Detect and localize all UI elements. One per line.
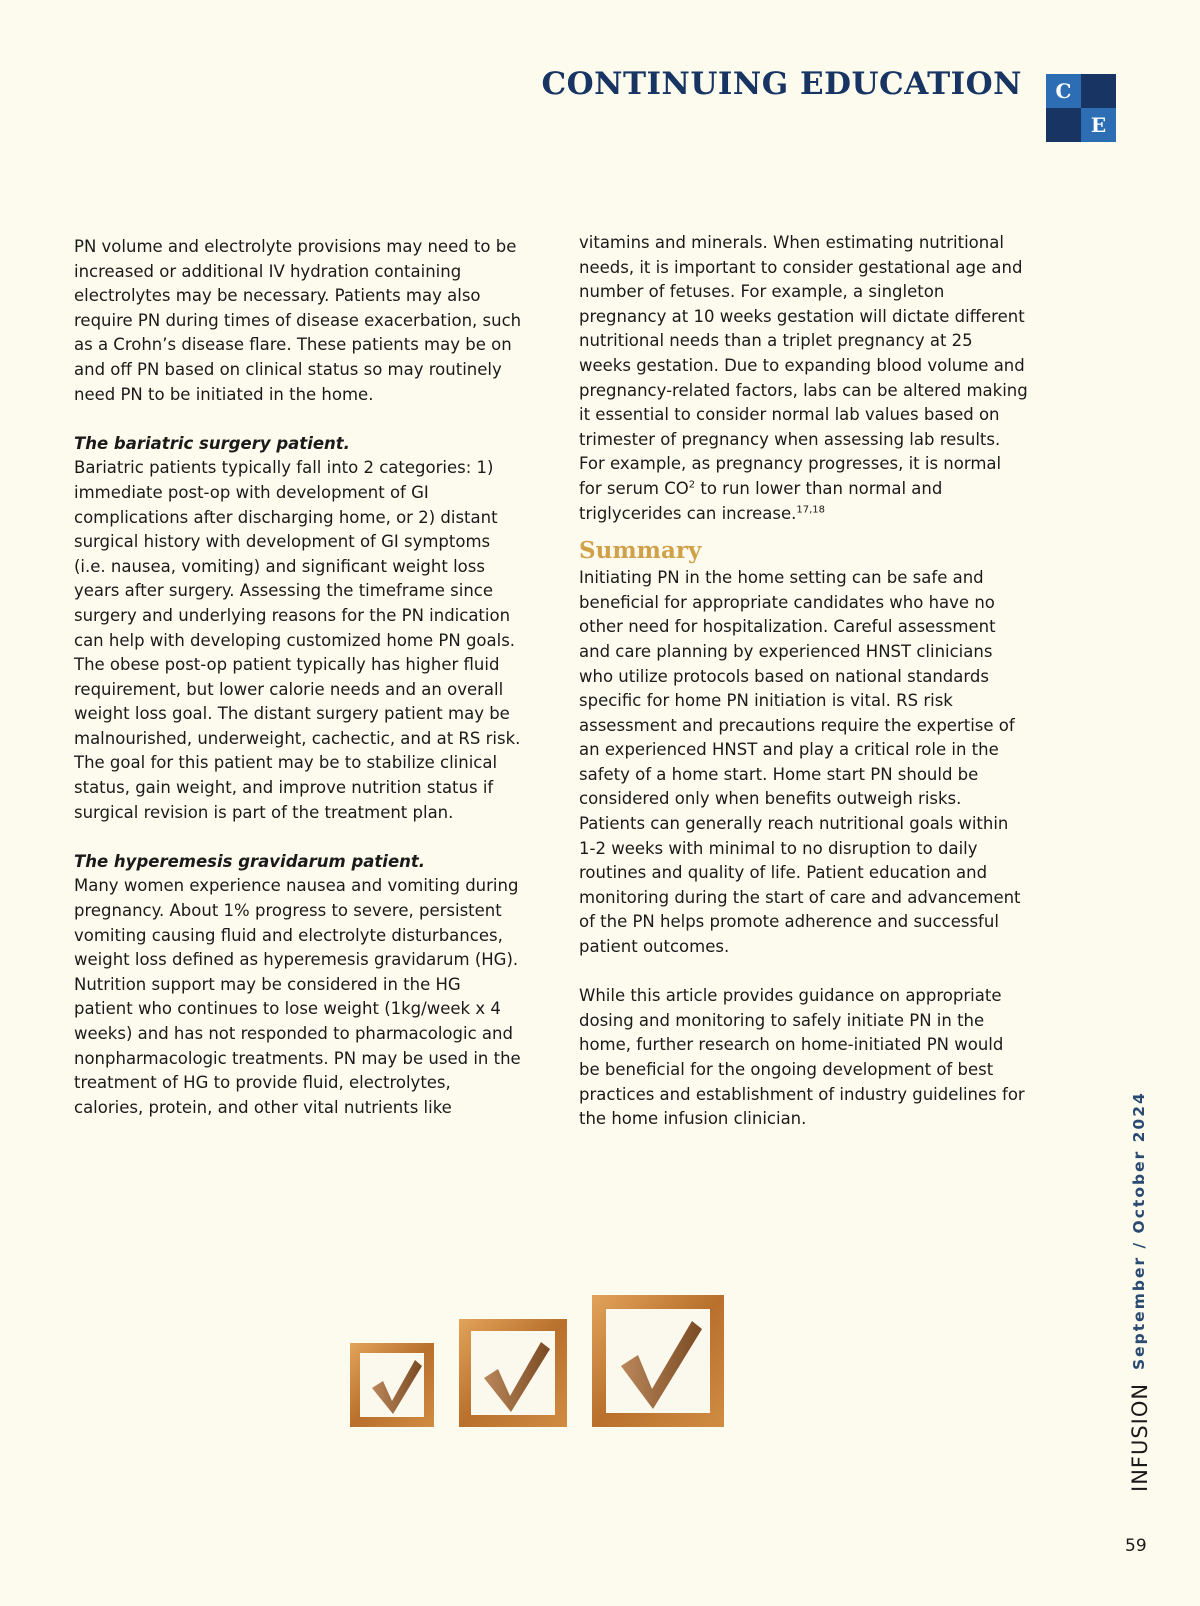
magazine-brand: INFUSION	[1128, 1382, 1152, 1492]
ce-logo	[1046, 74, 1116, 142]
paragraph: PN volume and electrolyte provisions may need to be increased or additional IV hydration containing electrolytes may be necessary. Patients may also require PN during times of disease exacerbation, such as a Crohn’s disease flare. These patients may be on and off PN based on clinical status so may routinely need PN to be initiated in the home.	[74, 237, 522, 404]
article-column-right	[579, 231, 1029, 1132]
ce-logo-letter-e: E	[1081, 108, 1116, 142]
superscript: 2	[688, 479, 696, 491]
paragraph: While this article provides guidance on appropriate dosing and monitoring to safely initiate PN in the home, further research on home-initiated PN would be beneficial for the ongoing development of best practices and establishment of industry guidelines for the home infusion clinician.	[579, 986, 1025, 1129]
citation: 17,18	[796, 504, 826, 516]
page-number: 59	[1125, 1536, 1147, 1556]
checkbox-illustration	[345, 1290, 745, 1440]
article-column-left	[74, 235, 524, 1120]
wooden-checkbox-icon	[459, 1319, 567, 1427]
paragraph: Initiating PN in the home setting can be safe and beneficial for appropriate candidates who have no other need for hospitalization. Careful assessment and care planning by experienced HNST clinicians who utilize protocols based on national standards specific for home PN initiation is vital. RS risk assessment and precautions require the expertise of an experienced HNST and play a critical role in the safety of a home start. Home start PN should be considered only when benefits outweigh risks. Patients can generally reach nutritional goals within 1-2 weeks with minimal to no disruption to daily routines and quality of life. Patient education and monitoring during the start of care and advancement of the PN helps promote adherence and successful patient outcomes.	[579, 568, 1021, 957]
paragraph: Many women experience nausea and vomiting during pregnancy. About 1% progress to severe, persistent vomiting causing fluid and electrolyte disturbances, weight loss defined as hyperemesis gravidarum (HG). Nutrition support may be considered in the HG patient who continues to lose weight (1kg/week x 4 weeks) and has not responded to pharmacologic and nonpharmacologic treatments. PN may be used in the treatment of HG to provide fluid, electrolytes, calories, protein, and other vital nutrients like	[74, 876, 521, 1117]
subheading-hyperemesis: The hyperemesis gravidarum patient.	[74, 851, 426, 871]
ce-logo-letter-c: C	[1046, 74, 1081, 108]
issue-date: September / October 2024	[1130, 1091, 1148, 1370]
subheading-bariatric: The bariatric surgery patient.	[74, 433, 350, 453]
wooden-checkbox-icon	[350, 1343, 434, 1427]
paragraph	[579, 231, 1029, 526]
section-title: CONTINUING EDUCATION	[541, 66, 1022, 102]
ce-logo-block	[1046, 108, 1081, 142]
paragraph-text: to run lower than normal and triglycerides can increase.	[579, 478, 943, 523]
summary-heading: Summary	[579, 537, 702, 565]
paragraph: Bariatric patients typically fall into 2 categories: 1) immediate post-op with development of GI complications after discharging home, or 2) distant surgical history with development of GI symptoms (i.e. nausea, vomiting) and significant weight loss years after surgery. Assessing the timeframe since surgery and underlying reasons for the PN indication can help with developing customized home PN goals. The obese post-op patient typically has higher fluid requirement, but lower calorie needs and an overall weight loss goal. The distant surgery patient may be malnourished, underweight, cachectic, and at RS risk. The goal for this patient may be to stabilize clinical status, gain weight, and improve nutrition status if surgical revision is part of the treatment plan.	[74, 458, 521, 822]
wooden-checkbox-icon	[592, 1295, 724, 1427]
paragraph-text: vitamins and minerals. When estimating nutritional needs, it is important to consider gestational age and number of fetuses. For example, a singleton pregnancy at 10 weeks gestation will dictate different nutritional needs than a triplet pregnancy at 25 weeks gestation. Due to expanding blood volume and pregnancy-related factors, labs can be altered making it essential to consider normal lab values based on trimester of pregnancy when assessing lab results. For example, as pregnancy progresses, it is normal for serum CO	[579, 233, 1028, 498]
ce-logo-block	[1081, 74, 1116, 108]
